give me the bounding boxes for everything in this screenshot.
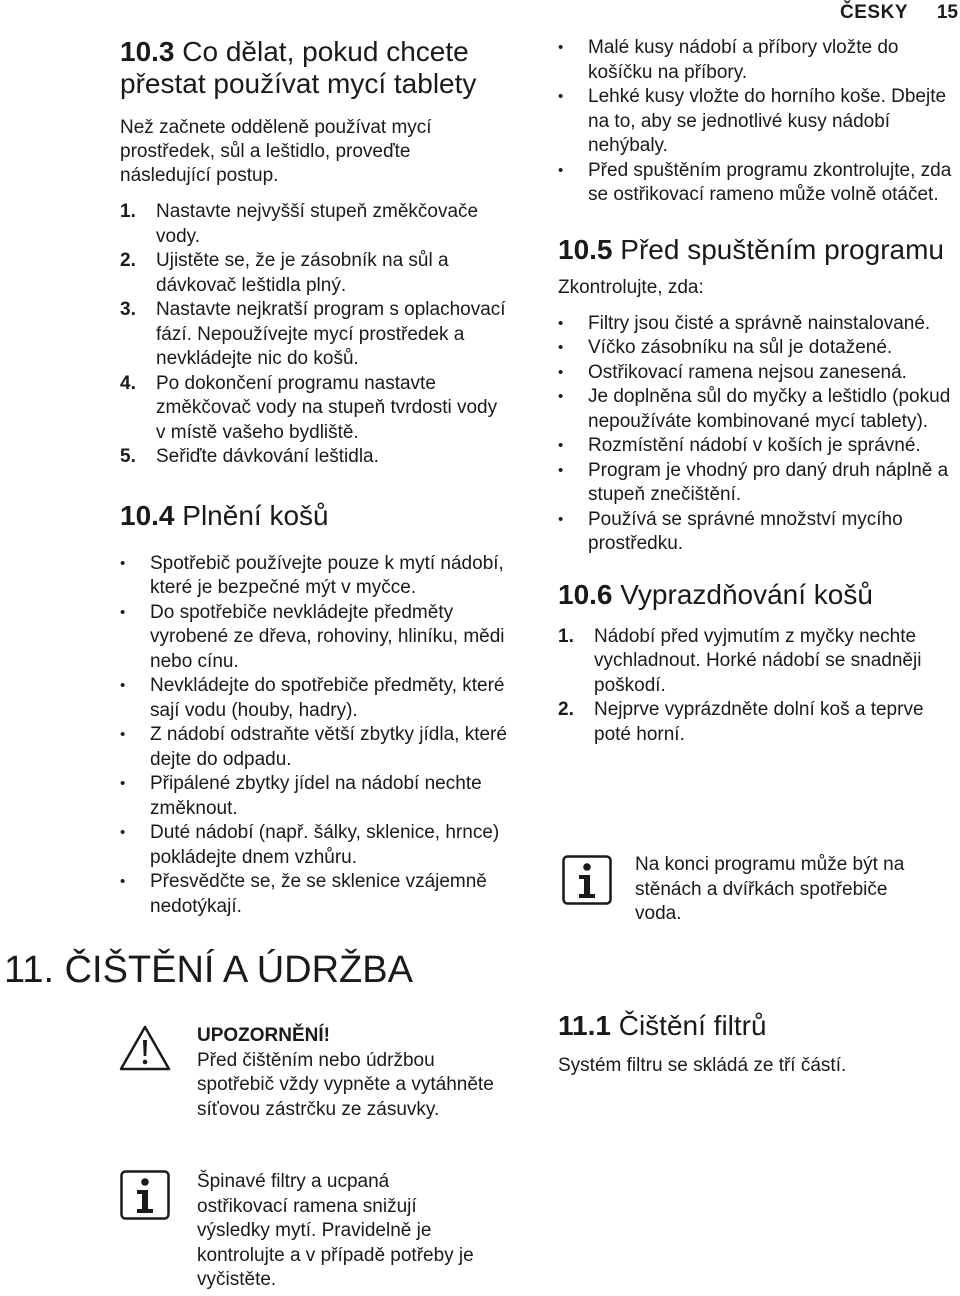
bullet-item: • Program je vhodný pro daný druh náplně a stupeň znečištění.: [558, 459, 949, 505]
step-marker: 4.: [120, 372, 136, 394]
section-number: 10.3: [120, 36, 175, 67]
section-title: Plnění košů: [182, 499, 329, 531]
section-10-4-bullets-continued: [558, 36, 953, 208]
bullet-text: Z nádobí odstraňte větší zbytky jídla, které dejte do odpadu.: [150, 724, 507, 770]
step-text: Nastavte nejkratší program s oplachovací fází. Nepoužívejte mycí prostředek a nevkládejte nic do košů.: [156, 299, 506, 369]
section-title: Před spuštěním programu: [620, 233, 944, 265]
bullet-item: • Do spotřebiče nevkládejte předměty vyrobené ze dřeva, rohoviny, hliníku, mědi nebo cínu.: [120, 601, 505, 672]
section-10-5-intro: Zkontrolujte, zda:: [558, 276, 704, 298]
step-item: [120, 445, 510, 470]
section-10-3-intro: Než začnete odděleně používat mycí prostředek, sůl a leštidlo, proveďte následující postup.: [120, 117, 432, 186]
section-title: Vyprazdňování košů: [620, 578, 873, 610]
warning-text: Před čištěním nebo údržbou spotřebič vždy vypněte a vytáhněte síťovou zástrčku ze zásuvky.: [197, 1049, 494, 1120]
info-note-text: Na konci programu může být na stěnách a dvířkách spotřebiče voda.: [635, 854, 905, 924]
section-10-3-heading: [120, 36, 500, 100]
bullet-item: • Lehké kusy vložte do horního koše. Dbejte na to, aby se jednotlivé kusy nádobí nehýbaly.: [558, 86, 947, 156]
bullet-item: • Spotřebič používejte pouze k mytí nádobí, které je bezpečné mýt v myčce.: [120, 552, 504, 598]
bullet-text: Ostřikovací ramena nejsou zanesená.: [588, 361, 907, 383]
bullet-text: Používá se správné množství mycího prostředku.: [588, 508, 903, 554]
section-10-5-heading: [558, 234, 958, 266]
bullet-item: • Ostřikovací ramena nejsou zanesená.: [558, 361, 907, 383]
step-item: [558, 625, 958, 699]
bullet-item: • Je doplněna sůl do myčky a leštidlo (pokud nepoužíváte kombinované mycí tablety).: [558, 386, 951, 432]
bullet-item: • Malé kusy nádobí a příbory vložte do košíčku na příbory.: [558, 37, 899, 83]
step-marker: 1.: [120, 201, 136, 222]
section-10-5-bullets: [558, 312, 953, 557]
warning-title: UPOZORNĚNÍ!: [197, 1025, 330, 1046]
step-text: Nádobí před vyjmutím z myčky nechte vychladnout. Horké nádobí se snadněji poškodí.: [594, 625, 922, 696]
step-marker: 2.: [558, 699, 574, 720]
bullet-text: Spotřebič používejte pouze k mytí nádobí, které je bezpečné mýt v myčce.: [150, 552, 504, 598]
bullet-item: • Z nádobí odstraňte větší zbytky jídla, které dejte do odpadu.: [120, 724, 507, 770]
step-marker: 2.: [120, 250, 136, 271]
warning-block: [118, 1024, 518, 1154]
step-item: [120, 298, 510, 372]
section-10-6-steps: [558, 625, 958, 748]
step-item: [558, 698, 958, 747]
right-column: [558, 36, 958, 747]
bullet-text: Přesvědčte se, že se sklenice vzájemně nedotýkají.: [150, 871, 487, 917]
step-item: [120, 200, 510, 249]
section-11-1: [558, 1010, 958, 1078]
bullet-text: Lehké kusy vložte do horního koše. Dbejte na to, aby se jednotlivé kusy nádobí nehýbaly.: [588, 86, 947, 156]
bullet-text: Duté nádobí (např. šálky, sklenice, hrnce) pokládejte dnem vzhůru.: [150, 822, 500, 868]
section-number: 11.1: [558, 1010, 611, 1041]
warning-triangle-icon: [118, 1024, 172, 1072]
bullet-text: Malé kusy nádobí a příbory vložte do košíčku na příbory.: [588, 37, 899, 83]
section-10-6-heading: [558, 579, 958, 611]
section-number: 10.4: [120, 499, 175, 531]
step-item: [120, 249, 510, 298]
step-text: Nastavte nejvyšší stupeň změkčovače vody.: [156, 201, 479, 247]
info-icon: [562, 855, 612, 905]
language-label: ČESKY: [840, 2, 908, 23]
step-text: Ujistěte se, že je zásobník na sůl a dávkovač leštidla plný.: [156, 250, 449, 296]
bullet-item: • Duté nádobí (např. šálky, sklenice, hrnce) pokládejte dnem vzhůru.: [120, 822, 500, 868]
bullet-item: • Přesvědčte se, že se sklenice vzájemně nedotýkají.: [120, 871, 487, 917]
bullet-text: Filtry jsou čisté a správně nainstalované.: [588, 312, 931, 334]
section-number: 10.6: [558, 578, 613, 610]
info-note-10-6: [560, 853, 958, 933]
bullet-item: • Rozmístění nádobí v koších je správné.: [558, 435, 921, 456]
bullet-item: • Filtry jsou čisté a správně nainstalované.: [558, 312, 931, 334]
section-number: 10.5: [558, 233, 613, 265]
section-title: Čištění filtrů: [618, 1010, 767, 1041]
step-marker: 3.: [120, 299, 136, 320]
bullet-text: Před spuštěním programu zkontrolujte, zda se ostřikovací rameno může volně otáčet.: [588, 159, 952, 205]
section-title: Co dělat, pokud chcete přestat používat mycí tablety: [120, 36, 477, 99]
section-10-4-bullets: [120, 552, 515, 920]
bullet-text: Připálené zbytky jídel na nádobí nechte změknout.: [150, 773, 482, 819]
info-icon: [120, 1170, 170, 1220]
info-text: Špinavé filtry a ucpaná ostřikovací ramena snižují výsledky mytí. Pravidelně je kontrolujte a v případě potřeby je vyčistěte.: [197, 1171, 474, 1290]
bullet-item: • Nevkládejte do spotřebiče předměty, které sají vodu (houby, hadry).: [120, 675, 505, 721]
bullet-text: Víčko zásobníku na sůl je dotažené.: [588, 337, 893, 358]
section-11-1-heading: [558, 1010, 958, 1042]
page-header: [0, 2, 960, 26]
page-number: 15: [936, 2, 958, 23]
bullet-text: Program je vhodný pro daný druh náplně a stupeň znečištění.: [588, 459, 949, 505]
bullet-item: • Používá se správné množství mycího prostředku.: [558, 508, 903, 554]
left-column: [120, 36, 530, 919]
step-text: Po dokončení programu nastavte změkčovač vody na stupeň tvrdosti vody v místě vašeho bydliště.: [156, 372, 498, 443]
section-10-4-heading: [120, 500, 530, 532]
section-11-1-intro: Systém filtru se skládá ze tří částí.: [558, 1055, 847, 1076]
info-note-11: [118, 1170, 518, 1290]
bullet-item: • Připálené zbytky jídel na nádobí nechte změknout.: [120, 773, 482, 819]
step-text: Seřiďte dávkování leštidla.: [156, 446, 379, 467]
section-10-3-steps: [120, 200, 510, 470]
step-item: [120, 372, 510, 446]
step-marker: 5.: [120, 446, 136, 467]
bullet-text: Nevkládejte do spotřebiče předměty, které sají vodu (houby, hadry).: [150, 675, 505, 721]
step-marker: 1.: [558, 625, 574, 647]
bullet-text: Do spotřebiče nevkládejte předměty vyrobené ze dřeva, rohoviny, hliníku, mědi nebo cínu.: [150, 601, 505, 672]
bullet-item: • Víčko zásobníku na sůl je dotažené.: [558, 337, 893, 358]
chapter-11-heading: 11. ČIŠTĚNÍ A ÚDRŽBA: [4, 949, 413, 991]
step-text: Nejprve vyprázdněte dolní koš a teprve poté horní.: [594, 699, 924, 745]
bullet-text: Rozmístění nádobí v koších je správné.: [588, 435, 921, 456]
bullet-item: • Před spuštěním programu zkontrolujte, zda se ostřikovací rameno může volně otáčet.: [558, 159, 952, 205]
warning-text-block: [197, 1024, 497, 1122]
bullet-text: Je doplněna sůl do myčky a leštidlo (pokud nepoužíváte kombinované mycí tablety).: [588, 386, 951, 432]
